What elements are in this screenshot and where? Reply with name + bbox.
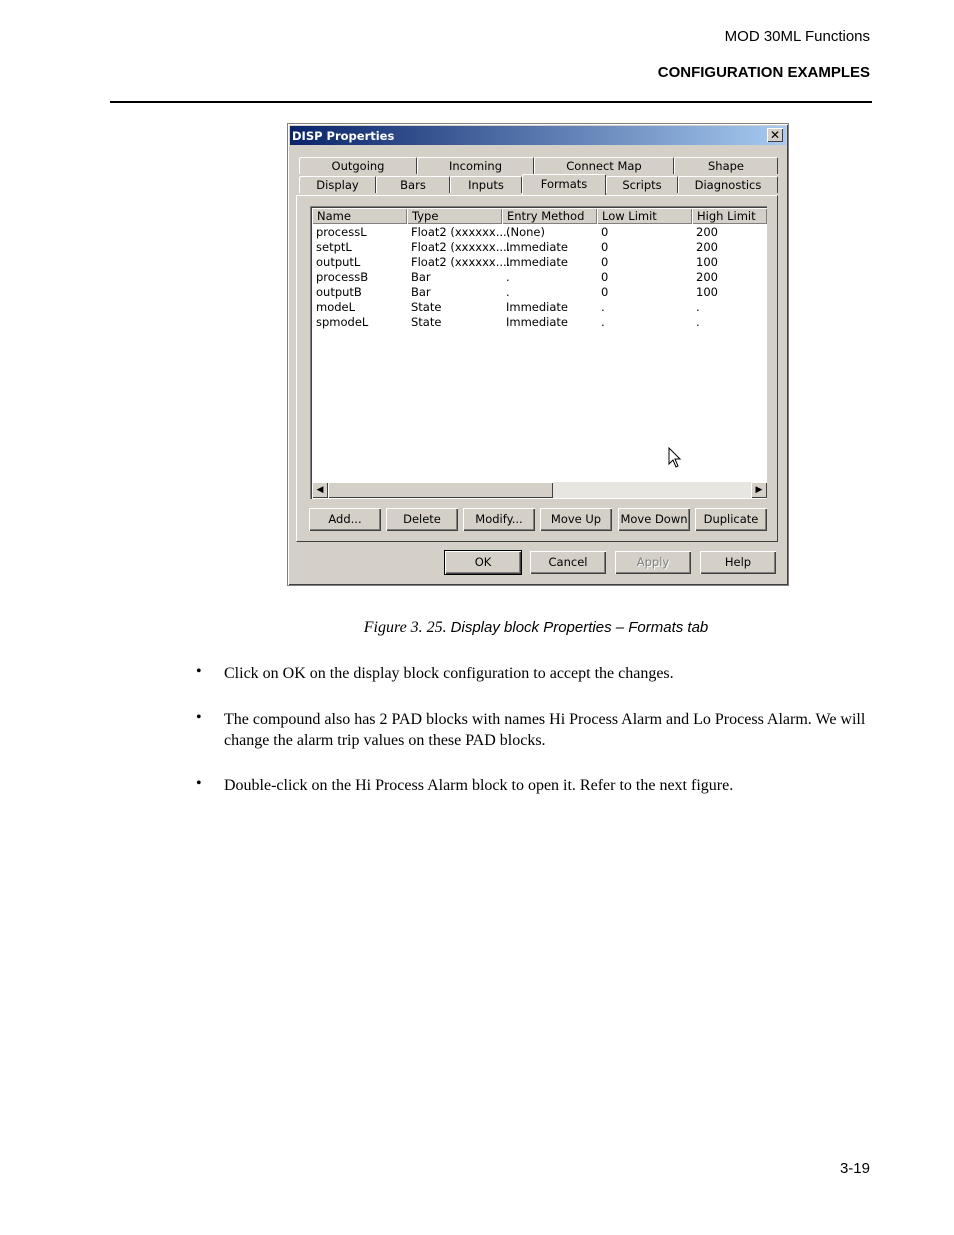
column-header-entry-method[interactable]: Entry Method [502, 208, 597, 224]
cell-low-limit: 0 [601, 285, 609, 299]
cell-type: Bar [411, 270, 431, 284]
bullet-marker: • [196, 663, 202, 680]
tab-display[interactable]: Display [299, 176, 376, 193]
cell-name: outputB [316, 285, 362, 299]
column-header-low-limit[interactable]: Low Limit [597, 208, 692, 224]
cell-type: Float2 (xxxxxx.... [411, 255, 511, 269]
cancel-button[interactable]: Cancel [530, 551, 606, 574]
cell-entry-method: Immediate [506, 315, 568, 329]
move-up-button[interactable]: Move Up [540, 508, 612, 531]
tab-outgoing[interactable]: Outgoing [299, 157, 417, 174]
modify-button[interactable]: Modify... [463, 508, 535, 531]
cell-entry-method: (None) [506, 225, 545, 239]
scrollbar-thumb[interactable] [328, 482, 553, 498]
dialog-titlebar[interactable] [290, 126, 786, 145]
tab-connect-map[interactable]: Connect Map [534, 157, 674, 174]
cell-type: State [411, 315, 442, 329]
tab-scripts[interactable]: Scripts [606, 176, 678, 193]
column-header-high-limit[interactable]: High Limit [692, 208, 767, 224]
figure-caption [0, 619, 954, 637]
close-icon[interactable]: ✕ [767, 128, 783, 142]
help-button[interactable]: Help [700, 551, 776, 574]
disp-properties-dialog [287, 123, 789, 586]
horizontal-scrollbar[interactable] [312, 482, 767, 498]
duplicate-button[interactable]: Duplicate [695, 508, 767, 531]
cell-high-limit: 200 [696, 225, 718, 239]
running-header-title: MOD 30ML Functions [724, 28, 870, 45]
cell-name: spmodeL [316, 315, 369, 329]
cell-entry-method: Immediate [506, 240, 568, 254]
dialog-title: DISP Properties [292, 129, 395, 143]
page-number: 3-19 [839, 1160, 870, 1177]
cell-name: outputL [316, 255, 361, 269]
bullet-text-2: The compound also has 2 PAD blocks with names Hi Process Alarm and Lo Process Alarm. We will change the alarm trip values on these PAD blocks. [224, 711, 866, 749]
cell-type: Float2 (xxxxxx.... [411, 240, 511, 254]
mouse-pointer-icon [668, 447, 682, 469]
scroll-left-icon[interactable]: ◀ [312, 482, 328, 498]
bullet-text-1: Click on OK on the display block configuration to accept the changes. [224, 665, 674, 682]
cell-type: Bar [411, 285, 431, 299]
cell-low-limit: . [601, 300, 605, 314]
cell-name: setptL [316, 240, 352, 254]
move-down-button[interactable]: Move Down [618, 508, 690, 531]
cell-low-limit: 0 [601, 225, 609, 239]
tab-shape[interactable]: Shape [674, 157, 778, 174]
header-rule [110, 101, 872, 103]
tab-incoming[interactable]: Incoming [417, 157, 534, 174]
scroll-right-icon[interactable]: ▶ [751, 482, 767, 498]
cell-entry-method: . [506, 270, 510, 284]
running-header-section: CONFIGURATION EXAMPLES [657, 64, 870, 81]
delete-button[interactable]: Delete [386, 508, 458, 531]
bullet-marker: • [196, 775, 202, 792]
cell-low-limit: 0 [601, 255, 609, 269]
tab-inputs[interactable]: Inputs [450, 176, 522, 193]
cell-high-limit: 100 [696, 255, 718, 269]
cell-high-limit: . [696, 300, 700, 314]
cell-entry-method: . [506, 285, 510, 299]
formats-list[interactable] [310, 206, 767, 499]
add-button[interactable]: Add... [309, 508, 381, 531]
cell-low-limit: . [601, 315, 605, 329]
tab-diagnostics[interactable]: Diagnostics [678, 176, 778, 193]
cell-name: modeL [316, 300, 356, 314]
cell-type: State [411, 300, 442, 314]
cell-low-limit: 0 [601, 240, 609, 254]
figure-number: Figure 3. 25. [363, 619, 447, 636]
ok-button[interactable]: OK [445, 551, 521, 574]
cell-high-limit: . [696, 315, 700, 329]
tab-bars[interactable]: Bars [376, 176, 450, 193]
cell-low-limit: 0 [601, 270, 609, 284]
cell-high-limit: 100 [696, 285, 718, 299]
cell-name: processL [316, 225, 367, 239]
figure-caption-text: Display block Properties – Formats tab [450, 619, 709, 636]
tab-formats[interactable]: Formats [522, 174, 606, 195]
cell-entry-method: Immediate [506, 300, 568, 314]
cell-entry-method: Immediate [506, 255, 568, 269]
cell-type: Float2 (xxxxxx.... [411, 225, 511, 239]
bullet-marker: • [196, 709, 202, 726]
cell-high-limit: 200 [696, 270, 718, 284]
cell-high-limit: 200 [696, 240, 718, 254]
cell-name: processB [316, 270, 369, 284]
bullet-text-3: Double-click on the Hi Process Alarm block to open it. Refer to the next figure. [224, 777, 734, 794]
apply-button[interactable]: Apply [615, 551, 691, 574]
column-header-type[interactable]: Type [407, 208, 502, 224]
column-header-name[interactable]: Name [312, 208, 407, 224]
